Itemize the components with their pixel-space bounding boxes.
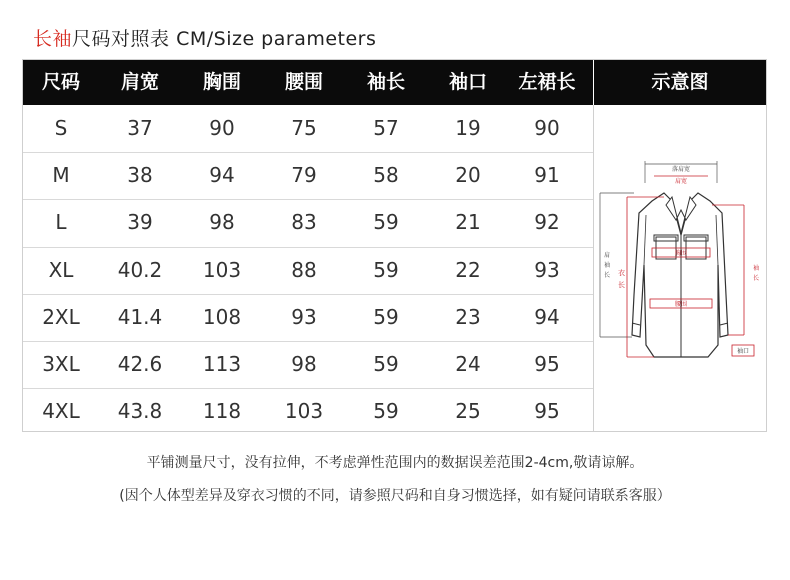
- label-length-1: 衣: [618, 269, 625, 277]
- cell-chest: 94: [209, 163, 235, 188]
- cell-cuff: 23: [455, 304, 481, 329]
- cell-size: S: [54, 116, 68, 140]
- measurement-note: 平铺测量尺寸，没有拉伸，不考虑弹性范围内的数据误差范围2-4cm,敬请谅解。: [146, 455, 644, 471]
- cell-size: 4XL: [42, 399, 80, 424]
- cell-length: 94: [534, 304, 560, 329]
- cell-cuff: 24: [455, 352, 481, 376]
- cell-chest: 103: [202, 257, 242, 282]
- cell-size: M: [52, 163, 70, 188]
- cell-chest: 113: [202, 352, 242, 376]
- cell-shoulder: 38: [127, 163, 153, 188]
- cell-waist: 88: [291, 257, 317, 282]
- header-cuff: 袖口: [448, 71, 487, 93]
- cell-cuff: 22: [455, 257, 481, 282]
- label-length-2: 长: [618, 281, 625, 289]
- shirt-illustration: [594, 105, 766, 431]
- cell-chest: 98: [209, 210, 235, 235]
- label-waist: 腰围: [674, 301, 688, 308]
- cell-waist: 83: [291, 210, 317, 235]
- cell-waist: 103: [284, 399, 324, 424]
- cell-waist: 93: [291, 304, 317, 329]
- cell-length: 92: [534, 210, 560, 235]
- cell-sleeve-length: 59: [373, 304, 399, 329]
- cell-cuff: 19: [455, 116, 481, 140]
- label-cuff: 袖口: [736, 348, 750, 355]
- cell-cuff: 21: [455, 210, 481, 235]
- label-shoulder: 肩宽: [674, 178, 688, 185]
- cell-size: 2XL: [42, 304, 80, 329]
- header-size: 尺码: [41, 71, 80, 93]
- cell-shoulder: 37: [127, 116, 153, 140]
- cell-sleeve-length: 58: [373, 163, 399, 188]
- cell-waist: 75: [291, 116, 317, 140]
- page-title: [33, 24, 376, 51]
- fit-advice-note: (因个人体型差异及穿衣习惯的不同，请参照尺码和自身习惯选择，如有疑问请联系客服）: [119, 488, 671, 504]
- cell-waist: 79: [291, 163, 317, 188]
- cell-sleeve-length: 57: [373, 116, 399, 140]
- header-length: 左裙长: [518, 71, 576, 93]
- cell-sleeve-length: 59: [373, 210, 399, 235]
- cell-shoulder: 40.2: [117, 257, 163, 282]
- cell-chest: 90: [209, 116, 235, 140]
- cell-waist: 98: [291, 352, 317, 376]
- cell-size: L: [55, 210, 67, 235]
- header-sleeve-length: 袖长: [366, 71, 405, 93]
- cell-chest: 118: [202, 399, 242, 424]
- garment-diagram: [594, 105, 766, 431]
- cell-cuff: 25: [455, 399, 481, 424]
- label-shoulder-sleeve-3: 长: [604, 272, 611, 279]
- cell-length: 93: [534, 257, 560, 282]
- cell-length: 95: [534, 399, 560, 424]
- cell-cuff: 20: [455, 163, 481, 188]
- cell-length: 90: [534, 116, 560, 140]
- title-english: CM/Size parameters: [176, 28, 377, 50]
- title-size-chart: 尺码对照表: [72, 28, 170, 50]
- cell-chest: 108: [202, 304, 242, 329]
- label-chest: 胸围: [674, 250, 688, 257]
- cell-shoulder: 39: [127, 210, 153, 235]
- header-diagram: 示意图: [651, 71, 709, 93]
- cell-shoulder: 43.8: [117, 399, 163, 424]
- header-waist: 腰围: [284, 71, 323, 93]
- cell-size: XL: [48, 257, 74, 282]
- label-sleeve-right-2: 长: [753, 275, 760, 282]
- cell-shoulder: 41.4: [117, 304, 163, 329]
- cell-sleeve-length: 59: [373, 399, 399, 424]
- header-chest: 胸围: [202, 71, 241, 93]
- cell-shoulder: 42.6: [117, 352, 163, 376]
- cell-size: 3XL: [42, 352, 80, 376]
- label-drop-shoulder: 落肩宽: [671, 166, 691, 173]
- cell-length: 95: [534, 352, 560, 376]
- label-sleeve-right-1: 袖: [753, 265, 760, 272]
- title-sleeve-type: 长袖: [33, 28, 73, 50]
- cell-sleeve-length: 59: [373, 257, 399, 282]
- cell-length: 91: [534, 163, 560, 188]
- label-shoulder-sleeve-1: 肩: [604, 252, 611, 259]
- cell-sleeve-length: 59: [373, 352, 399, 376]
- label-shoulder-sleeve-2: 袖: [604, 262, 611, 269]
- header-shoulder: 肩宽: [120, 71, 159, 93]
